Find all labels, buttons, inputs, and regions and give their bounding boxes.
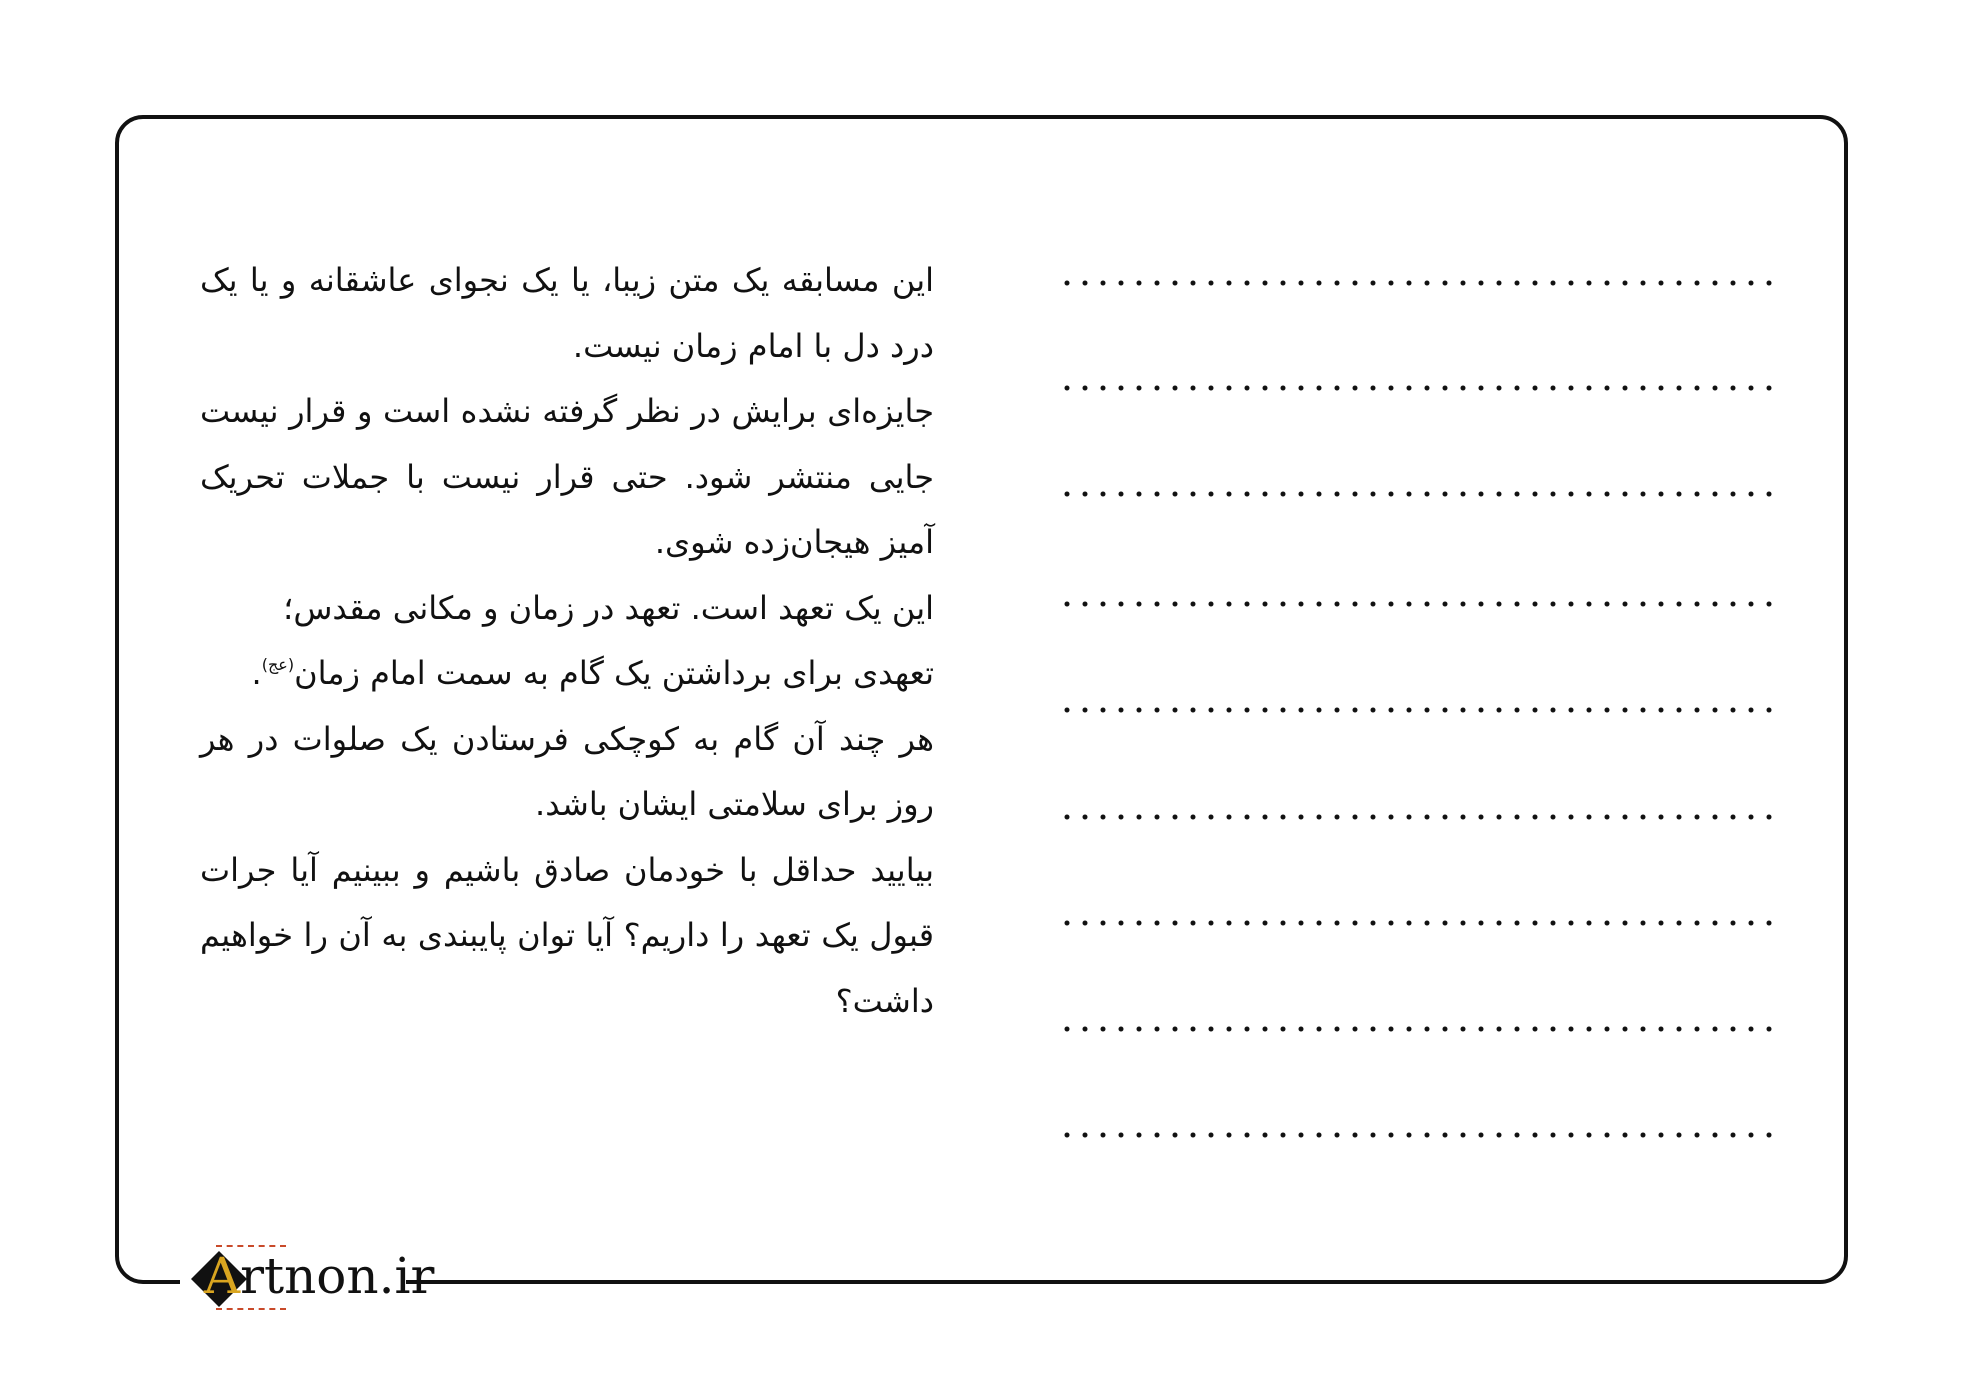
answer-line[interactable] <box>1058 280 1780 286</box>
answer-line[interactable] <box>1058 491 1780 497</box>
answer-line[interactable] <box>1058 707 1780 713</box>
paragraph-2: جایزه‌ای برایش در نظر گرفته نشده است و قرار نیست جایی منتشر شود. حتی قرار نیست با جملات تحریک آمیز هیجان‌زده شوی. <box>200 392 934 561</box>
answer-line[interactable] <box>1058 814 1780 820</box>
answer-line[interactable] <box>1058 920 1780 926</box>
logo-wordmark <box>204 1246 434 1306</box>
paragraph-5: هر چند آن گام به کوچکی فرستادن یک صلوات در هر روز برای سلامتی ایشان باشد. <box>200 719 934 823</box>
paragraph-1: این مسابقه یک متن زیبا، یا یک نجوای عاشقانه و یا یک درد دل با امام زمان نیست. <box>200 261 934 365</box>
logo-rest: rtnon.ir <box>240 1247 435 1305</box>
paragraph-6: بیایید حداقل با خودمان صادق باشیم و ببینیم آیا جرات قبول یک تعهد را داریم؟ آیا توان پایبندی به آن را خواهیم داشت؟ <box>200 850 934 1020</box>
answer-lines <box>1058 0 1780 1394</box>
paragraph-3: این یک تعهد است. تعهد در زمان و مکانی مقدس؛ <box>283 588 934 627</box>
paragraph-4-text: تعهدی برای برداشتن یک گام به سمت امام زمان <box>294 654 934 692</box>
logo-dash-bottom <box>216 1308 286 1310</box>
answer-line[interactable] <box>1058 1132 1780 1138</box>
answer-line[interactable] <box>1058 385 1780 391</box>
honorific-superscript: (عج) <box>261 655 295 674</box>
answer-line[interactable] <box>1058 601 1780 607</box>
logo-first-letter: A <box>204 1247 241 1305</box>
paragraph-4 <box>200 641 934 707</box>
artnon-logo <box>188 1240 435 1320</box>
commitment-text <box>200 248 934 1034</box>
honorific-period: . <box>251 654 262 692</box>
answer-line[interactable] <box>1058 1026 1780 1032</box>
